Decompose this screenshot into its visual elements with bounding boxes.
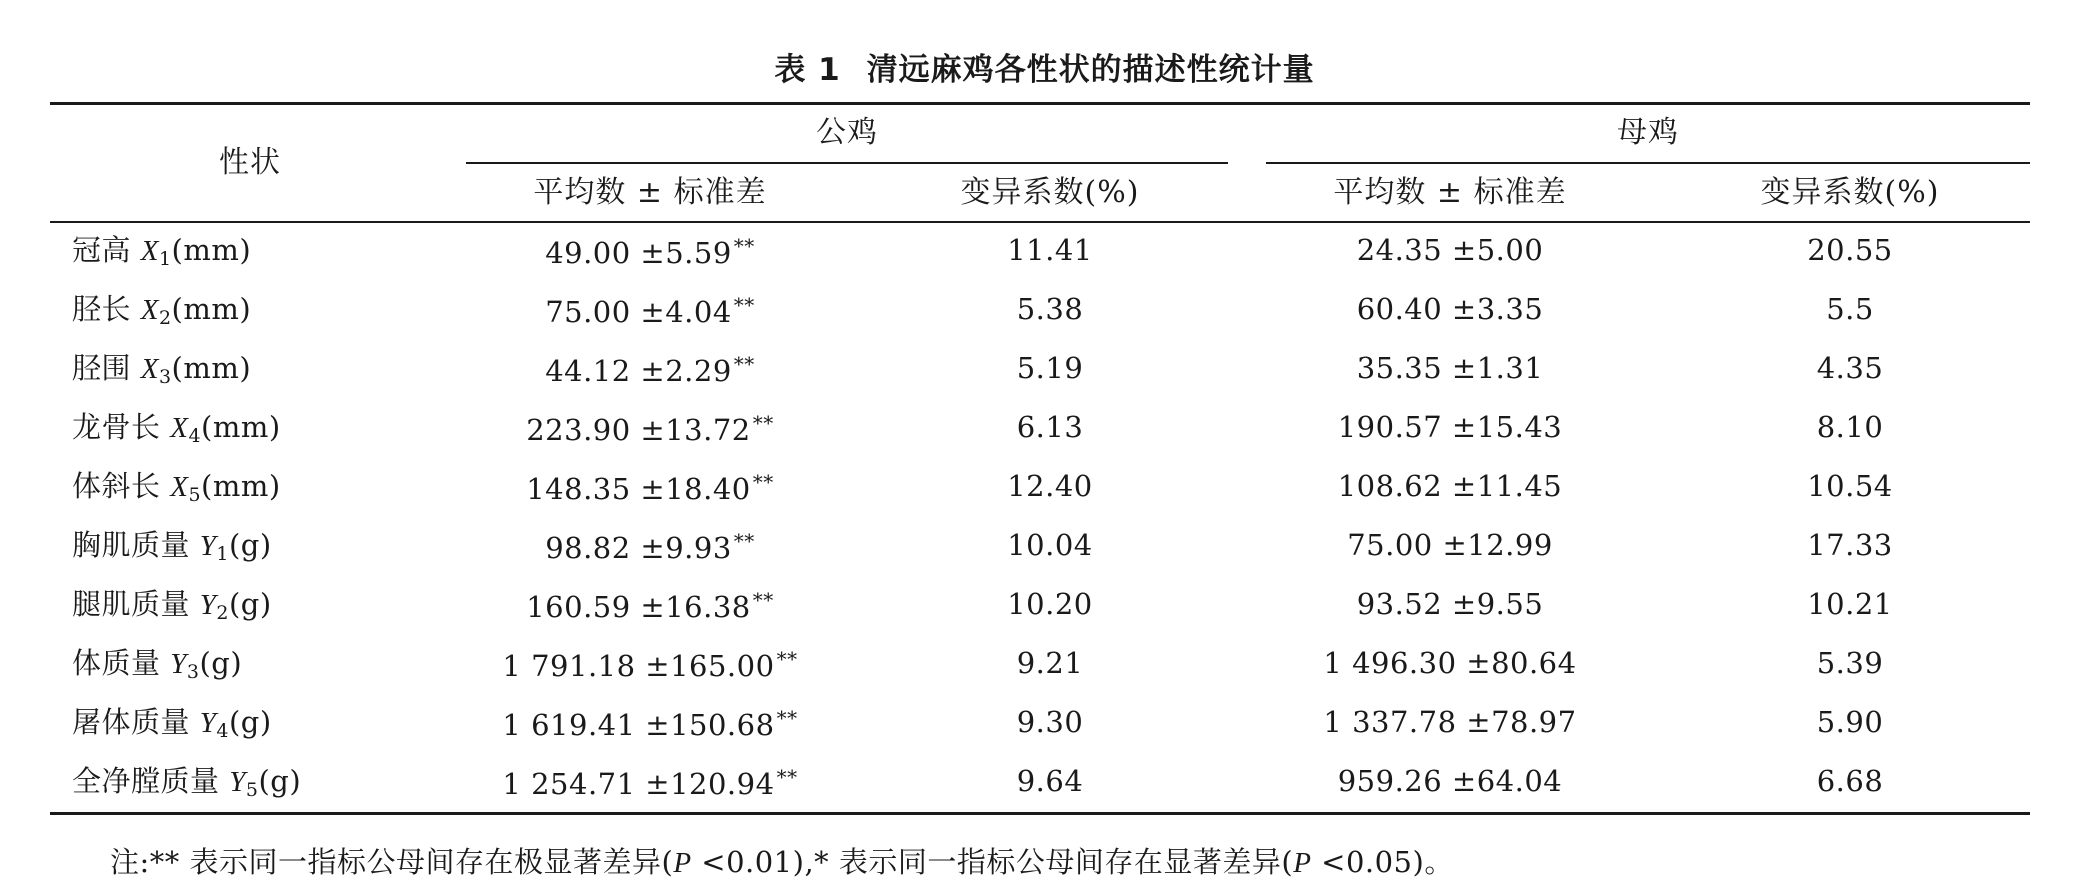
footnote-text-1: ** 表示同一指标公母间存在极显著差异(	[149, 845, 674, 879]
significance-mark: **	[752, 470, 774, 494]
trait-unit: (mm)	[171, 233, 252, 267]
male-mean-value: 98.82 ±9.93	[545, 531, 732, 565]
table-row	[72, 528, 272, 565]
table-row	[72, 764, 302, 801]
trait-var: Y	[199, 589, 217, 621]
trait-sub: 5	[188, 484, 202, 506]
footnote-text-2: <0.01),* 表示同一指标公母间存在显著差异(	[691, 845, 1294, 879]
header-trait: 性状	[219, 145, 281, 180]
male-mean-value: 148.35 ±18.40	[526, 472, 751, 506]
male-mean-value: 160.59 ±16.38	[526, 590, 751, 624]
male-cv: 10.20	[1007, 587, 1093, 621]
footnote-text-3: <0.05)。	[1311, 845, 1454, 879]
trait-unit: (mm)	[171, 351, 252, 385]
trait-name: 龙骨长	[72, 410, 161, 444]
male-cv: 5.38	[1016, 292, 1084, 326]
trait-var: Y	[199, 530, 217, 562]
significance-mark: **	[733, 529, 755, 553]
trait-unit: (g)	[228, 528, 272, 562]
male-mean-value: 1 619.41 ±150.68	[502, 708, 775, 742]
table-row	[72, 410, 281, 447]
header-male-cv: 变异系数(%)	[960, 175, 1140, 210]
table-row	[72, 705, 272, 742]
table-row	[72, 233, 252, 270]
significance-mark: **	[733, 234, 755, 258]
female-mean-sd: 959.26 ±64.04	[1337, 764, 1563, 798]
male-cv: 9.64	[1016, 764, 1084, 798]
significance-mark: **	[776, 765, 798, 789]
trait-var: Y	[229, 766, 246, 798]
trait-name: 全净膛质量	[72, 764, 220, 798]
female-mean-sd: 1 496.30 ±80.64	[1323, 646, 1577, 680]
female-mean-sd: 60.40 ±3.35	[1356, 292, 1544, 326]
male-mean-sd	[450, 236, 850, 268]
trait-var: Y	[170, 648, 187, 680]
table-row	[72, 351, 252, 388]
female-cv: 20.55	[1807, 233, 1893, 267]
female-mean-sd: 1 337.78 ±78.97	[1323, 705, 1577, 739]
trait-sub: 5	[245, 779, 259, 801]
male-mean-sd	[450, 708, 850, 740]
footnote-p-symbol: P	[673, 847, 692, 879]
table-row	[72, 292, 252, 329]
header-female-mean-sd: 平均数 ± 标准差	[1333, 175, 1567, 210]
male-cv: 10.04	[1007, 528, 1093, 562]
trait-var: Y	[199, 707, 217, 739]
trait-unit: (mm)	[201, 410, 281, 444]
trait-sub: 1	[158, 248, 172, 270]
female-mean-sd: 190.57 ±15.43	[1337, 410, 1563, 444]
male-mean-sd	[450, 354, 850, 386]
significance-mark: **	[733, 352, 755, 376]
trait-name: 体质量	[72, 646, 161, 680]
male-mean-value: 1 791.18 ±165.00	[502, 649, 775, 683]
female-cv: 10.54	[1807, 469, 1893, 503]
female-cv: 6.68	[1816, 764, 1884, 798]
trait-name: 体斜长	[72, 469, 161, 503]
header-female: 母鸡	[1617, 115, 1679, 150]
trait-sub: 2	[158, 307, 172, 329]
female-mean-sd: 75.00 ±12.99	[1347, 528, 1553, 562]
male-mean-value: 49.00 ±5.59	[545, 236, 732, 270]
trait-name: 胫长	[72, 292, 132, 326]
male-mean-sd	[450, 472, 850, 504]
female-cv: 8.10	[1816, 410, 1884, 444]
male-cv: 6.13	[1016, 410, 1084, 444]
female-mean-sd: 24.35 ±5.00	[1356, 233, 1544, 267]
table-row	[72, 587, 272, 624]
table-row	[72, 469, 281, 506]
female-cv: 5.90	[1816, 705, 1884, 739]
female-mean-sd: 108.62 ±11.45	[1337, 469, 1563, 503]
trait-unit: (g)	[258, 764, 302, 798]
female-cv: 5.5	[1826, 292, 1874, 326]
male-cv: 11.41	[1007, 233, 1093, 267]
top-rule	[50, 102, 2030, 105]
trait-var: X	[140, 353, 159, 385]
male-mean-value: 44.12 ±2.29	[545, 354, 732, 388]
trait-name: 胸肌质量	[72, 528, 191, 562]
footnote-p-symbol: P	[1293, 847, 1312, 879]
male-mean-value: 75.00 ±4.04	[545, 295, 732, 329]
trait-unit: (g)	[228, 705, 272, 739]
trait-sub: 2	[216, 602, 229, 624]
trait-unit: (g)	[228, 587, 272, 621]
trait-var: X	[170, 412, 189, 444]
significance-mark: **	[733, 293, 755, 317]
trait-sub: 1	[216, 543, 229, 565]
header-female-cv: 变异系数(%)	[1760, 175, 1940, 210]
female-cv: 4.35	[1816, 351, 1884, 385]
male-group-rule	[466, 162, 1228, 164]
male-mean-sd	[450, 531, 850, 563]
male-cv: 9.21	[1016, 646, 1084, 680]
female-cv: 17.33	[1807, 528, 1893, 562]
trait-var: X	[140, 235, 159, 267]
male-mean-value: 223.90 ±13.72	[526, 413, 751, 447]
female-cv: 10.21	[1807, 587, 1893, 621]
trait-sub: 3	[186, 661, 200, 683]
significance-mark: **	[776, 647, 798, 671]
male-cv: 12.40	[1007, 469, 1093, 503]
significance-mark: **	[776, 706, 798, 730]
trait-name: 冠高	[72, 233, 132, 267]
significance-mark: **	[752, 411, 774, 435]
female-cv: 5.39	[1816, 646, 1884, 680]
trait-sub: 4	[188, 425, 202, 447]
trait-unit: (mm)	[171, 292, 252, 326]
male-mean-sd	[450, 295, 850, 327]
trait-name: 腿肌质量	[72, 587, 191, 621]
male-mean-sd	[450, 590, 850, 622]
male-mean-sd	[450, 413, 850, 445]
male-cv: 9.30	[1016, 705, 1084, 739]
trait-unit: (g)	[199, 646, 243, 680]
header-male: 公鸡	[816, 115, 878, 150]
trait-sub: 4	[216, 720, 229, 742]
trait-var: X	[170, 471, 189, 503]
header-male-mean-sd: 平均数 ± 标准差	[533, 175, 767, 210]
trait-var: X	[140, 294, 159, 326]
table-row	[72, 646, 243, 683]
male-mean-sd	[450, 767, 850, 799]
significance-mark: **	[752, 588, 774, 612]
trait-unit: (mm)	[201, 469, 281, 503]
female-group-rule	[1266, 162, 2030, 164]
table-title	[0, 44, 2089, 89]
female-mean-sd: 35.35 ±1.31	[1356, 351, 1544, 385]
trait-name: 屠体质量	[72, 705, 191, 739]
trait-sub: 3	[158, 366, 172, 388]
female-mean-sd: 93.52 ±9.55	[1356, 587, 1544, 621]
table-footnote	[110, 840, 1454, 881]
male-mean-value: 1 254.71 ±120.94	[502, 767, 775, 801]
header-rule	[50, 221, 2030, 223]
male-cv: 5.19	[1016, 351, 1084, 385]
table-label: 表 1	[774, 52, 841, 88]
trait-name: 胫围	[72, 351, 132, 385]
footnote-prefix: 注:	[110, 845, 150, 879]
table-caption: 清远麻鸡各性状的描述性统计量	[866, 52, 1315, 88]
bottom-rule	[50, 812, 2030, 815]
male-mean-sd	[450, 649, 850, 681]
